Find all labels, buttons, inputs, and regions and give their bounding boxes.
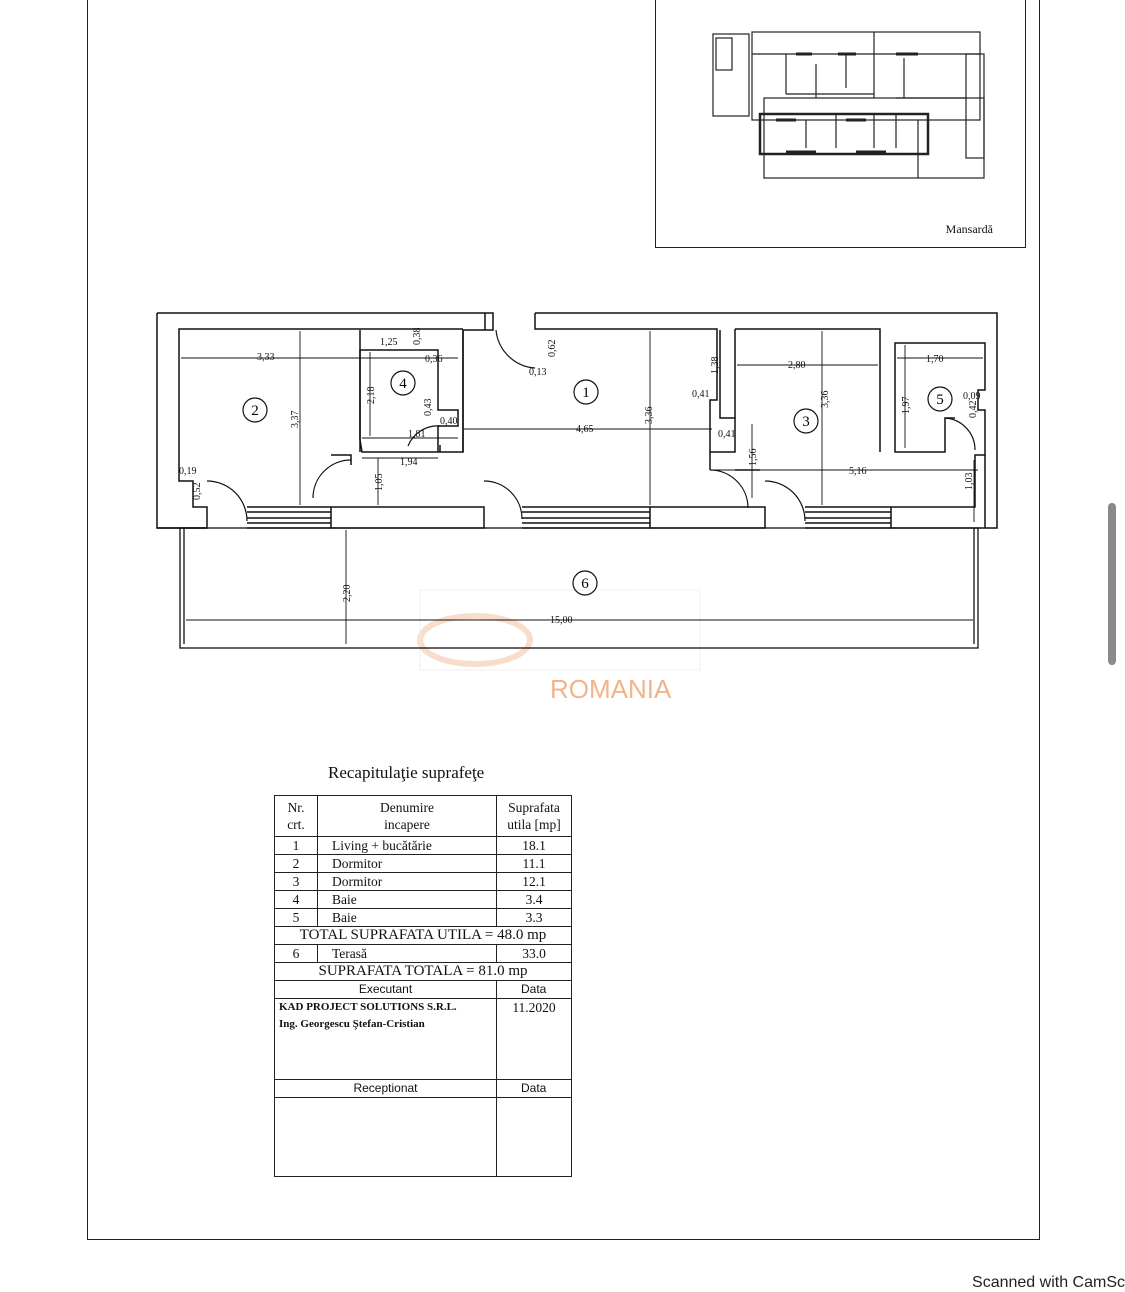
terrace-row [275, 945, 572, 963]
total-row [275, 963, 572, 981]
company-name: KAD PROJECT SOLUTIONS S.R.L. [279, 1001, 457, 1013]
row-name: Baie [318, 891, 497, 909]
room-number-5: 5 [936, 392, 944, 408]
dim-label: 3,33 [257, 352, 275, 363]
row-nr: 2 [275, 855, 318, 873]
executant-header-row [275, 981, 572, 999]
watermark-text: ROMANIA [550, 674, 672, 704]
row-name: Living + bucătărie [318, 837, 497, 855]
executant-row [275, 999, 572, 1080]
table-row [275, 837, 572, 855]
row-name: Baie [318, 909, 497, 927]
receptionat-header-row [275, 1080, 572, 1098]
dim-label: 0,41 [692, 389, 710, 400]
dim-label: 0,42 [968, 400, 979, 418]
row-nr: 3 [275, 873, 318, 891]
dim-label: 0,09 [963, 391, 981, 402]
watermark-logo [420, 590, 700, 670]
dim-label: 4,65 [576, 424, 594, 435]
row-name: Dormitor [318, 855, 497, 873]
row-nr: 6 [275, 945, 318, 963]
row-nr: 5 [275, 909, 318, 927]
dim-label: 0,40 [440, 416, 458, 427]
receptionat-label: Receptionat [275, 1080, 497, 1098]
row-area: 33.0 [497, 945, 572, 963]
dim-label: 1,56 [748, 448, 759, 466]
scrollbar-thumb[interactable] [1108, 503, 1116, 665]
dim-label: 0,36 [425, 354, 443, 365]
dim-label: 1,25 [380, 337, 398, 348]
room-number-2: 2 [251, 403, 259, 419]
executant-label: Executant [275, 981, 497, 999]
table-row [275, 891, 572, 909]
scanner-footer: Scanned with CamSc [972, 1274, 1125, 1291]
execution-date: 11.2020 [497, 999, 572, 1080]
dim-label: 3,37 [290, 410, 301, 428]
total-util-row [275, 927, 572, 945]
row-nr: 1 [275, 837, 318, 855]
room-number-1: 1 [582, 385, 590, 401]
total-area: SUPRAFATA TOTALA = 81.0 mp [275, 963, 572, 981]
row-nr: 4 [275, 891, 318, 909]
dim-label: 0,52 [192, 482, 203, 500]
dim-label: 0,41 [718, 429, 736, 440]
dim-label: 0,62 [547, 339, 558, 357]
dim-label: 0,13 [529, 367, 547, 378]
data-label: Data [497, 981, 572, 999]
dim-label: 1,97 [901, 396, 912, 414]
header-name: Denumire incapere [318, 796, 497, 837]
dim-label: 1,05 [374, 473, 385, 491]
room-number-4: 4 [399, 376, 407, 392]
company-cell [275, 999, 497, 1080]
header-nr: Nr. crt. [275, 796, 318, 837]
dim-label: 0,38 [412, 327, 423, 345]
dim-label: 2,80 [788, 360, 806, 371]
header-area: Suprafata utila [mp] [497, 796, 572, 837]
table-header-row [275, 796, 572, 837]
engineer-name: Ing. Georgescu Ştefan-Cristian [279, 1018, 425, 1030]
row-name: Terasă [318, 945, 497, 963]
row-area: 18.1 [497, 837, 572, 855]
row-area: 11.1 [497, 855, 572, 873]
dim-label: 1,70 [926, 354, 944, 365]
dim-label: 3,36 [820, 390, 831, 408]
data-label: Data [497, 1080, 572, 1098]
row-area: 3.4 [497, 891, 572, 909]
receptionat-row [275, 1098, 572, 1177]
row-area: 12.1 [497, 873, 572, 891]
total-util: TOTAL SUPRAFATA UTILA = 48.0 mp [275, 927, 572, 945]
dim-label: 0,43 [423, 398, 434, 416]
dim-label: 3,36 [644, 406, 655, 424]
dim-label: 1,94 [400, 457, 418, 468]
room-number-3: 3 [802, 414, 810, 430]
dim-label: 2,18 [366, 386, 377, 404]
table-title: Recapitulaţie suprafeţe [328, 763, 485, 782]
dim-label: 2,20 [342, 584, 353, 602]
dim-label: 1,38 [710, 356, 721, 374]
room-number-6: 6 [581, 576, 589, 592]
dim-label: 1,03 [964, 472, 975, 490]
table-row [275, 873, 572, 891]
row-name: Dormitor [318, 873, 497, 891]
dim-label: 5,16 [849, 466, 867, 477]
table-row [275, 909, 572, 927]
dim-label: 15,00 [550, 615, 573, 626]
row-area: 3.3 [497, 909, 572, 927]
receptionat-blank [275, 1098, 497, 1177]
surface-summary-table [274, 795, 572, 1177]
table-row [275, 855, 572, 873]
dim-label: 0,19 [179, 466, 197, 477]
receptionat-date-blank [497, 1098, 572, 1177]
inset-label: Mansardă [945, 222, 993, 236]
dim-label: 1,81 [408, 429, 426, 440]
